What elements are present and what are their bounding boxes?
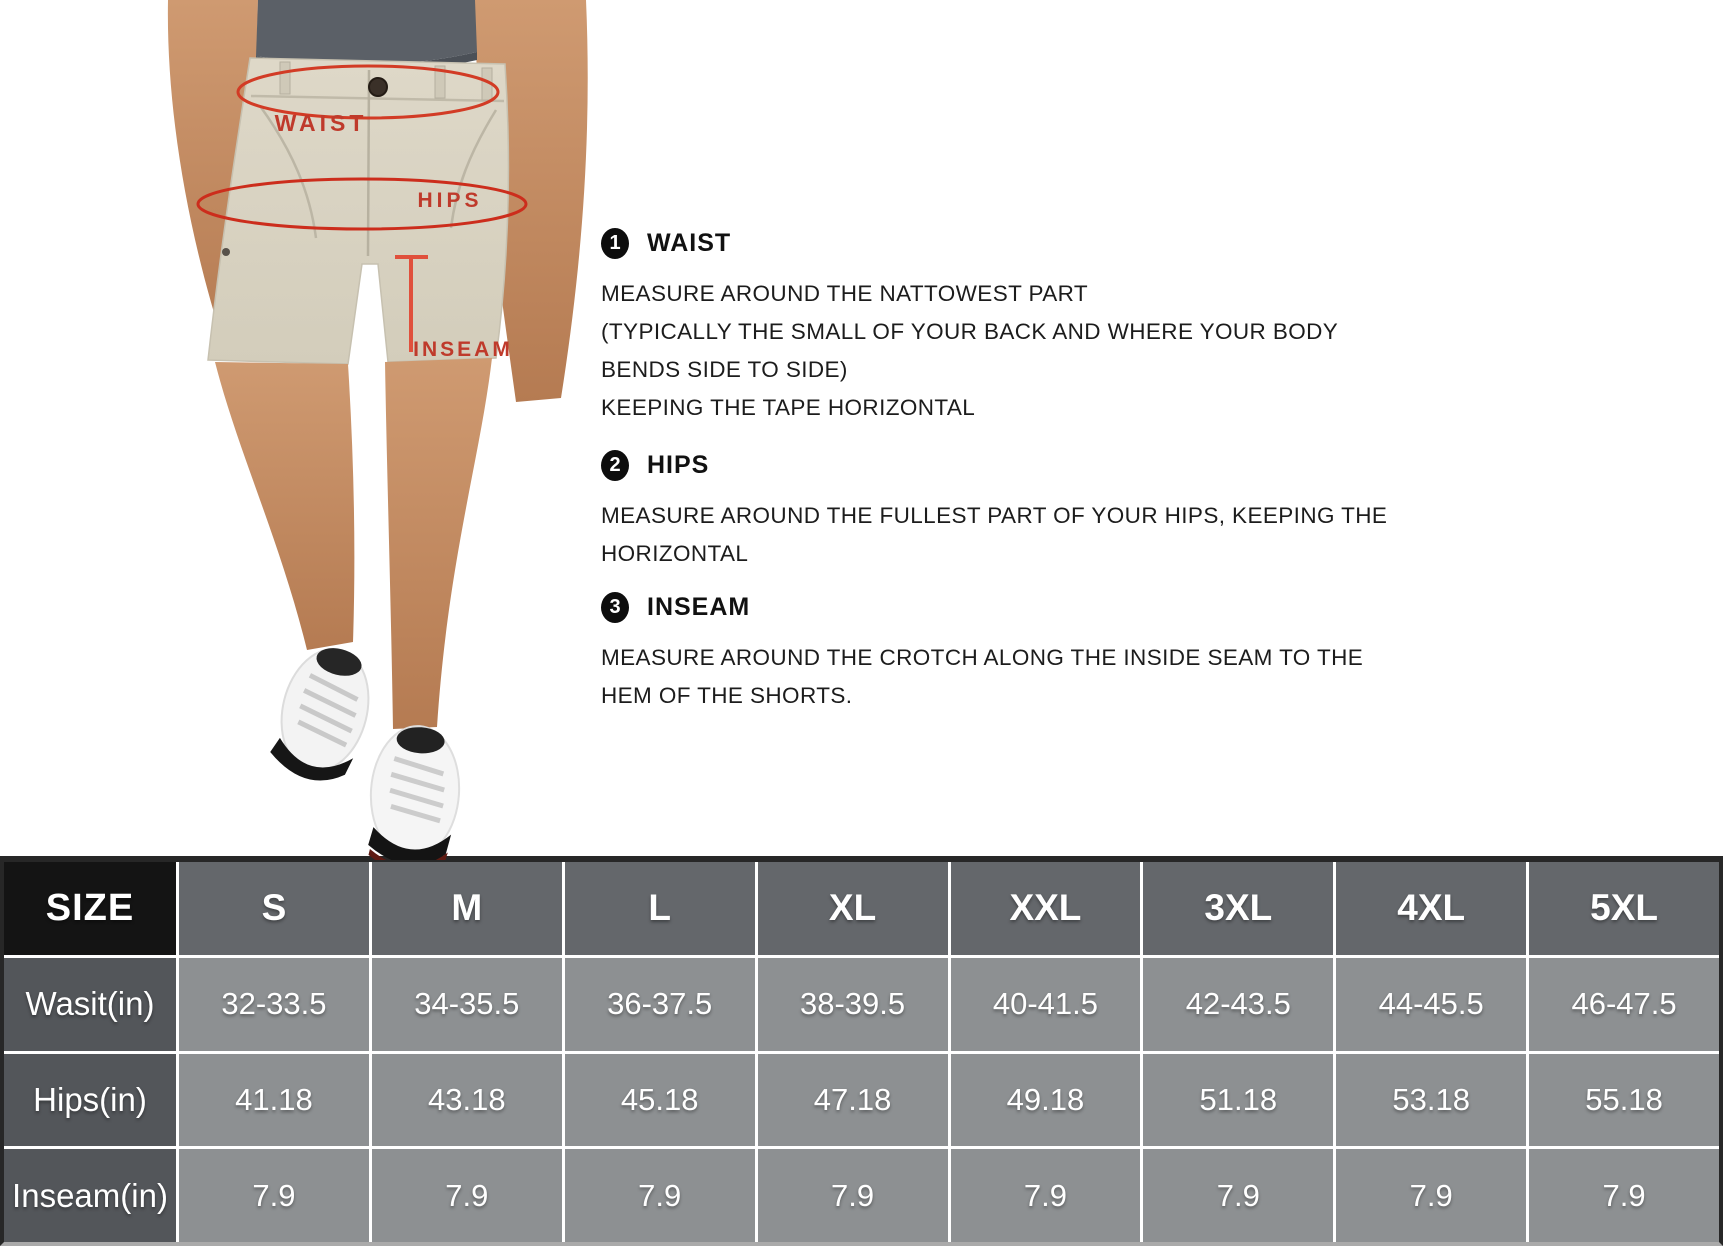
instruction-title: WAIST [647,229,732,257]
size-cell: 7.9 [1336,1149,1526,1242]
size-cell: 7.9 [372,1149,562,1242]
size-col-header-3xl: 3XL [1143,862,1333,955]
size-cell: 34-35.5 [372,958,562,1051]
size-cell: 49.18 [951,1054,1141,1147]
instruction-heading [601,228,1338,259]
step-1-badge: 1 [601,228,629,259]
right-shoe [365,723,463,860]
size-cell: 47.18 [758,1054,948,1147]
size-cell: 46-47.5 [1529,958,1719,1051]
size-cell: 44-45.5 [1336,958,1526,1051]
instruction-line: KEEPING THE TAPE HORIZONTAL [601,395,976,420]
row-label-waist: Wasit(in) [4,958,176,1051]
inseam-photo-label: INSEAM [413,338,513,361]
shirt [256,0,477,65]
size-table [0,856,1723,1246]
waist-button [369,78,387,96]
instruction-section-hips [601,450,1387,573]
instruction-title: HIPS [647,451,710,479]
row-label-inseam: Inseam(in) [4,1149,176,1242]
hips-photo-label: HIPS [417,189,483,212]
step-3-badge: 3 [601,592,629,623]
size-cell: 40-41.5 [951,958,1141,1051]
size-col-header-xxl: XXL [951,862,1141,955]
instruction-section-inseam [601,592,1363,715]
instruction-heading [601,450,1387,481]
waist-photo-label: WAIST [274,110,368,136]
size-cell: 41.18 [179,1054,369,1147]
size-cell: 42-43.5 [1143,958,1333,1051]
instruction-line: MEASURE AROUND THE CROTCH ALONG THE INSIDE SEAM TO THE [601,645,1364,670]
size-col-header-m: M [372,862,562,955]
left-shoe [266,638,381,789]
instruction-line: MEASURE AROUND THE NATTOWEST PART [601,281,1089,306]
size-col-header-5xl: 5XL [1529,862,1719,955]
instruction-line: (TYPICALLY THE SMALL OF YOUR BACK AND WHERE YOUR BODY [601,319,1339,344]
size-col-header-xl: XL [758,862,948,955]
size-cell: 7.9 [1143,1149,1333,1242]
size-col-header-4xl: 4XL [1336,862,1526,955]
size-cell: 32-33.5 [179,958,369,1051]
size-col-header-s: S [179,862,369,955]
instruction-line: MEASURE AROUND THE FULLEST PART OF YOUR HIPS, KEEPING THE [601,503,1388,528]
size-cell: 7.9 [565,1149,755,1242]
instruction-line: HORIZONTAL [601,541,749,566]
measuring-instructions [601,0,1681,860]
left-leg [215,362,354,650]
row-label-hips: Hips(in) [4,1054,176,1147]
zip-pocket-rivet [222,248,230,256]
size-cell: 7.9 [1529,1149,1719,1242]
right-leg [385,358,492,729]
instruction-line: BENDS SIDE TO SIDE) [601,357,848,382]
size-cell: 36-37.5 [565,958,755,1051]
instruction-title: INSEAM [647,593,751,621]
model-illustration [168,0,588,860]
instruction-section-waist [601,228,1338,427]
size-table-corner-header: SIZE [4,862,176,955]
size-col-header-l: L [565,862,755,955]
model-photo [130,0,600,860]
size-cell: 55.18 [1529,1054,1719,1147]
size-cell: 7.9 [179,1149,369,1242]
size-cell: 51.18 [1143,1054,1333,1147]
size-cell: 45.18 [565,1054,755,1147]
size-cell: 7.9 [951,1149,1141,1242]
instruction-line: HEM OF THE SHORTS. [601,683,853,708]
step-2-badge: 2 [601,450,629,481]
belt-loop [280,62,290,94]
size-cell: 7.9 [758,1149,948,1242]
size-cell: 43.18 [372,1054,562,1147]
size-cell: 53.18 [1336,1054,1526,1147]
size-cell: 38-39.5 [758,958,948,1051]
instruction-heading [601,592,1363,623]
